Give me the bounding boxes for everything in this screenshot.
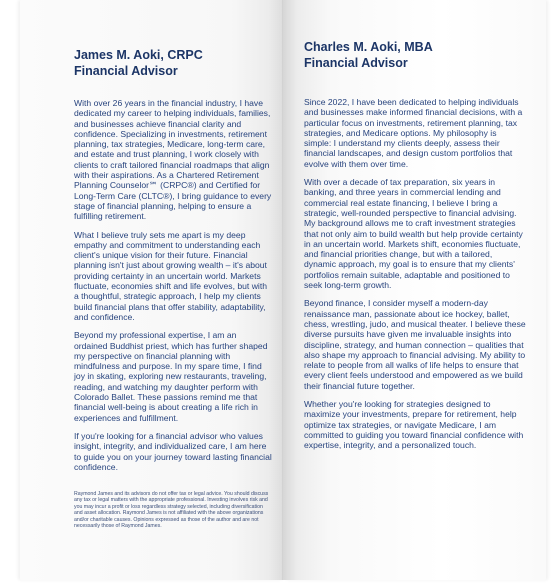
left-header	[74, 47, 203, 79]
advisor-title: Financial Advisor	[74, 64, 178, 78]
right-header	[304, 39, 433, 71]
bio-paragraph: With over 26 years in the financial industry, I have dedicated my career to helping individuals, families, and businesses achieve financial clarity and confidence. Specializing in investments, retirement planning, tax strategies, Medicare, long-term care, and estate and trust planning, I work closely with clients to craft tailored financial roadmaps that align with their aspirations. As a Chartered Retirement Planning Counselor℠ (CRPC®) and Certified for Long-Term Care (CLTC®), I bring guidance to every stage of financial planning, helping to ensure a fulfilling retirement.	[74, 98, 272, 222]
bio-paragraph: Whether you're looking for strategies designed to maximize your investments, prepare for retirement, help optimize tax strategies, or navigate Medicare, I am committed to guiding you toward financial confidence with expertise, integrity, and a personalized touch.	[304, 399, 524, 451]
right-bio	[304, 97, 526, 459]
bio-paragraph: What I believe truly sets me apart is my deep empathy and commitment to understanding each client's unique vision for their future. Financial planning isn't just about growing wealth – it's about providing certainty in an uncertain world. Markets fluctuate, economies shift and life evolves, but with a thoughtful, strategic approach, I help my clients build financial plans that offer stability, adaptability, and confidence.	[74, 229, 267, 322]
bio-paragraph: With over a decade of tax preparation, six years in banking, and three years in commercial lending and commercial real estate financing, I believe I bring a strategic, well-rounded perspective to financial advising. My background allows me to craft investment strategies that not only aim to build wealth but help provide certainty in an uncertain world. Markets shift, economies fluctuate, and financial priorities change, but with a tailored, dynamic approach, my goal is to ensure that my clients' portfolios remain suitable, adaptable and positioned to seek long-term growth.	[304, 177, 523, 291]
bio-paragraph: Beyond my professional expertise, I am an ordained Buddhist priest, which has further shaped my perspective on financial planning with mindfulness and purpose. In my spare time, I find joy in skating, exploring new restaurants, traveling, reading, and watching my daughter perform with Colorado Ballet. These passions remind me that financial well-being is about creating a life rich in experiences and fulfillment.	[74, 330, 268, 423]
advisor-name: Charles M. Aoki, MBA	[304, 40, 433, 54]
left-page	[20, 0, 284, 580]
disclaimer: Raymond James and its advisors do not offer tax or legal advice. You should discuss any tax or legal matters with the appropriate professional. Investing involves risk and you may incur a profit or loss regardless strategy selected, including diversification and asset allocation. Raymond James is not affiliated with the above organizations and/or charitable causes. Opinions expressed as those of the author and are not necessarily those of Raymond James.	[74, 491, 269, 530]
bio-paragraph: If you're looking for a financial advisor who values insight, integrity, and individualized care, I am here to guide you on your journey toward lasting financial confidence.	[74, 430, 272, 472]
right-page	[284, 0, 546, 580]
advisor-title: Financial Advisor	[304, 56, 408, 70]
advisor-name: James M. Aoki, CRPC	[74, 48, 203, 62]
bio-paragraph: Since 2022, I have been dedicated to helping individuals and businesses make informed financial decisions, with a particular focus on investments, retirement planning, tax strategies, and Medicare options. My philosophy is simple: I understand my clients deeply, assess their financial landscapes, and design custom portfolios that evolve with them over time.	[304, 97, 523, 169]
left-bio	[74, 98, 272, 480]
bio-paragraph: Beyond finance, I consider myself a modern-day renaissance man, passionate about ice hockey, ballet, chess, wrestling, judo, and musical theater. I believe these diverse pursuits have given me invaluable insights into discipline, strategy, and human connection – qualities that also shape my approach to financial advising. My ability to relate to people from all walks of life helps to ensure that every client feels understood and empowered as we build their financial future together.	[304, 298, 526, 391]
